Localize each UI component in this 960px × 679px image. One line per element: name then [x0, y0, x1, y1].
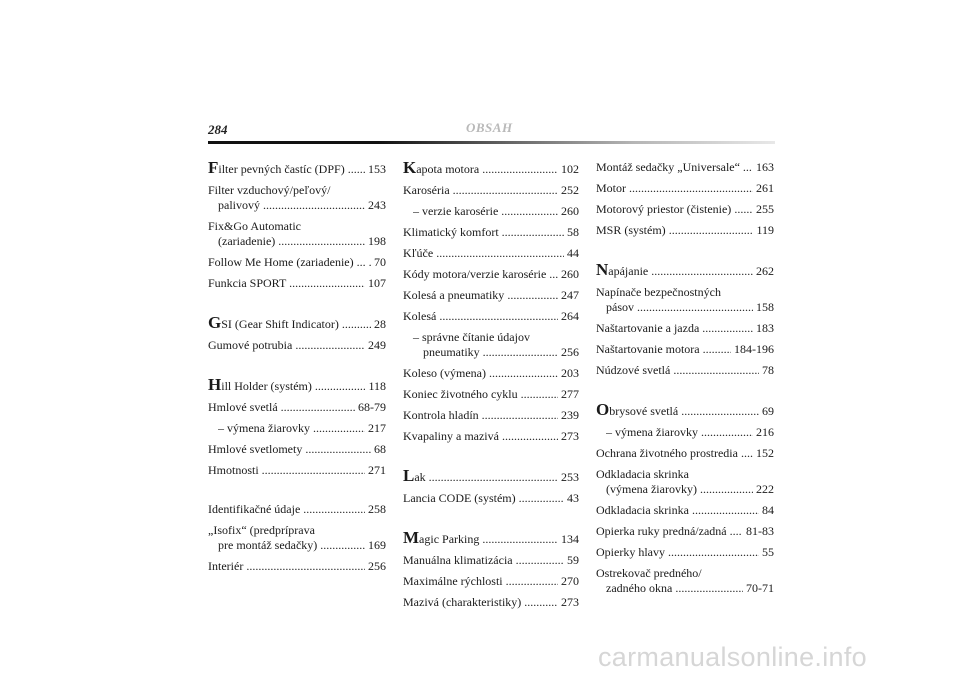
entry-term: Kolesá a pneumatiky ..... — [403, 288, 558, 303]
entry-term: Gumové potrubia ..... — [208, 338, 365, 353]
index-entry — [208, 377, 386, 394]
index-entry — [208, 338, 386, 353]
section-title: OBSAH — [466, 120, 513, 135]
section-gap — [403, 450, 579, 468]
entry-term: Filter vzduchový/peľový/ — [208, 183, 331, 197]
entry-term: Motorový priestor (čistenie) ..... — [596, 202, 753, 217]
entry-term: Kľúče ..... — [403, 246, 564, 261]
index-entry — [596, 342, 774, 357]
entry-page-ref: 58 — [567, 225, 579, 239]
entry-page-ref: 273 — [561, 429, 579, 443]
index-entry — [403, 468, 579, 485]
entry-page-ref: 256 — [561, 345, 579, 359]
entry-initial-letter: M — [403, 530, 420, 547]
entry-term: MSR (systém) ..... — [596, 223, 753, 238]
entry-second-line — [208, 538, 386, 553]
entry-term: Lancia CODE (systém) ..... — [403, 491, 564, 506]
index-entry — [403, 408, 579, 423]
entry-page-ref: 134 — [561, 532, 579, 546]
entry-page-ref: 256 — [368, 559, 386, 573]
entry-first-line — [208, 219, 386, 234]
entry-page-ref: 163 — [756, 160, 774, 174]
entry-page-ref: 253 — [561, 470, 579, 484]
entry-page-ref: 270 — [561, 574, 579, 588]
index-entry — [596, 181, 774, 196]
index-entry — [208, 255, 386, 270]
section-gap — [208, 297, 386, 315]
entry-term: Naštartovanie motora ..... — [596, 342, 731, 357]
entry-page-ref: 59 — [567, 553, 579, 567]
entry-page-ref: 43 — [567, 491, 579, 505]
entry-initial-letter: K — [403, 160, 417, 177]
entry-term-rest: brysové svetlá — [609, 404, 679, 418]
entry-term — [403, 468, 558, 485]
entry-page-ref: 28 — [374, 317, 386, 331]
section-gap — [208, 484, 386, 502]
index-entry — [596, 425, 774, 440]
entry-page-ref: 118 — [368, 379, 386, 393]
entry-term-continued: palivový ..... — [218, 198, 365, 213]
entry-term: – výmena žiarovky ..... — [606, 425, 753, 440]
index-entry — [596, 202, 774, 217]
entry-term: Ochrana životného prostredia .... ..... — [596, 446, 753, 461]
entry-term: Kolesá ..... — [403, 309, 558, 324]
index-entry — [403, 225, 579, 240]
entry-page-ref: 183 — [756, 321, 774, 335]
index-column-1 — [208, 160, 386, 580]
entry-term: Opierka ruky predná/zadná .... ..... — [596, 524, 743, 539]
entry-page-ref: 273 — [561, 595, 579, 609]
entry-page-ref: 249 — [368, 338, 386, 352]
entry-second-line — [596, 581, 774, 596]
entry-page-ref: 271 — [368, 463, 386, 477]
entry-initial-letter: O — [596, 402, 610, 419]
entry-second-line — [208, 234, 386, 249]
entry-page-ref: 247 — [561, 288, 579, 302]
index-entry — [596, 160, 774, 175]
entry-term: Manuálna klimatizácia ..... — [403, 553, 564, 568]
entry-page-ref: 68-79 — [358, 400, 386, 414]
entry-term-rest: apájanie — [608, 264, 649, 278]
entry-term: – správne čítanie údajov — [413, 330, 530, 344]
entry-first-line — [596, 566, 774, 581]
index-entry — [208, 442, 386, 457]
index-entry — [403, 574, 579, 589]
entry-page-ref: 261 — [756, 181, 774, 195]
index-entry — [596, 566, 774, 596]
index-entry — [596, 545, 774, 560]
index-entry — [596, 285, 774, 315]
index-entry — [596, 402, 774, 419]
entry-term: Mazivá (charakteristiky) ..... — [403, 595, 558, 610]
index-entry — [403, 595, 579, 610]
index-entry — [208, 421, 386, 436]
entry-page-ref: 277 — [561, 387, 579, 401]
entry-term: Fix&Go Automatic — [208, 219, 301, 233]
index-column-2 — [403, 160, 579, 616]
entry-first-line — [208, 183, 386, 198]
entry-term: Koleso (výmena) ..... — [403, 366, 558, 381]
entry-page-ref: 264 — [561, 309, 579, 323]
entry-page-ref: 243 — [368, 198, 386, 212]
entry-term — [208, 377, 365, 394]
entry-page-ref: 119 — [756, 223, 774, 237]
entry-term: Kódy motora/verzie karosérie ... ..... — [403, 267, 558, 282]
entry-term-rest: ak — [414, 470, 426, 484]
entry-term: Naštartovanie a jazda ..... — [596, 321, 753, 336]
index-entry — [596, 467, 774, 497]
entry-term-continued: pneumatiky ..... — [423, 345, 558, 360]
watermark: carmanualsonline.info — [598, 642, 867, 672]
entry-term: Hmotnosti ..... — [208, 463, 365, 478]
index-entry — [403, 330, 579, 360]
entry-page-ref: 70 — [374, 255, 386, 269]
index-entry — [208, 559, 386, 574]
entry-term-rest: apota motora — [416, 162, 480, 176]
entry-second-line — [208, 198, 386, 213]
index-entry — [208, 219, 386, 249]
index-entry — [208, 400, 386, 415]
entry-page-ref: 262 — [756, 264, 774, 278]
entry-term: Hmlové svetlá ..... — [208, 400, 355, 415]
index-entry — [208, 502, 386, 517]
entry-term-rest: SI (Gear Shift Indicator) — [221, 317, 339, 331]
entry-term: Identifikačné údaje ..... — [208, 502, 365, 517]
index-entry — [208, 276, 386, 291]
index-entry — [403, 553, 579, 568]
entry-page-ref: 184-196 — [734, 342, 774, 356]
entry-term: Núdzové svetlá ..... — [596, 363, 759, 378]
entry-initial-letter: L — [403, 468, 415, 485]
entry-page-ref: 258 — [368, 502, 386, 516]
entry-term-continued: pre montáž sedačky) ..... — [218, 538, 365, 553]
entry-term: – verzie karosérie ..... — [413, 204, 558, 219]
entry-term: Odkladacia skrinka ..... — [596, 503, 759, 518]
entry-term: Odkladacia skrinka — [596, 467, 689, 481]
entry-term — [208, 315, 371, 332]
entry-page-ref: 84 — [762, 503, 774, 517]
entry-term: „Isofix“ (predpríprava — [208, 523, 315, 537]
entry-page-ref: 70-71 — [746, 581, 774, 595]
entry-term: Hmlové svetlomety ..... — [208, 442, 371, 457]
index-entry — [208, 160, 386, 177]
index-entry — [403, 491, 579, 506]
section-gap — [403, 512, 579, 530]
index-entry — [596, 524, 774, 539]
index-entry — [596, 262, 774, 279]
entry-page-ref: 203 — [561, 366, 579, 380]
section-gap — [596, 384, 774, 402]
index-entry — [596, 503, 774, 518]
index-entry — [208, 523, 386, 553]
entry-page-ref: 255 — [756, 202, 774, 216]
entry-term: Ostrekovač predného/ — [596, 566, 702, 580]
entry-page-ref: 217 — [368, 421, 386, 435]
index-entry — [403, 267, 579, 282]
entry-term: Interiér ..... — [208, 559, 365, 574]
entry-initial-letter: F — [208, 160, 219, 177]
entry-first-line — [413, 330, 579, 345]
entry-page-ref: 239 — [561, 408, 579, 422]
entry-first-line — [596, 467, 774, 482]
entry-second-line — [596, 482, 774, 497]
section-gap — [208, 359, 386, 377]
entry-page-ref: 68 — [374, 442, 386, 456]
entry-page-ref: 152 — [756, 446, 774, 460]
entry-term: Opierky hlavy ..... — [596, 545, 759, 560]
index-column-3 — [596, 160, 774, 602]
index-entry — [208, 183, 386, 213]
entry-initial-letter: N — [596, 262, 609, 279]
entry-page-ref: 158 — [756, 300, 774, 314]
entry-initial-letter: H — [208, 377, 222, 394]
header-rule — [208, 141, 775, 144]
entry-term: Funkcia SPORT ..... — [208, 276, 365, 291]
index-entry — [403, 204, 579, 219]
entry-term — [596, 402, 759, 419]
section-gap — [596, 244, 774, 262]
entry-page-ref: 44 — [567, 246, 579, 260]
index-entry — [596, 363, 774, 378]
index-entry — [403, 288, 579, 303]
entry-page-ref: 107 — [368, 276, 386, 290]
entry-term: – výmena žiarovky ..... — [218, 421, 365, 436]
entry-term: Napínače bezpečnostných — [596, 285, 721, 299]
entry-page-ref: 260 — [561, 267, 579, 281]
entry-term-continued: (zariadenie) ..... — [218, 234, 365, 249]
entry-page-ref: 55 — [762, 545, 774, 559]
entry-second-line — [596, 300, 774, 315]
entry-term: Follow Me Home (zariadenie) ... ..... — [208, 255, 371, 270]
entry-second-line — [413, 345, 579, 360]
index-entry — [403, 366, 579, 381]
entry-page-ref: 153 — [368, 162, 386, 176]
entry-term: Motor ..... — [596, 181, 753, 196]
entry-page-ref: 102 — [561, 162, 579, 176]
entry-term-rest: agic Parking — [419, 532, 480, 546]
entry-term: Maximálne rýchlosti ..... — [403, 574, 558, 589]
index-entry — [596, 223, 774, 238]
entry-page-ref: 78 — [762, 363, 774, 377]
entry-term: Klimatický komfort ..... — [403, 225, 564, 240]
entry-term-rest: ill Holder (systém) — [221, 379, 312, 393]
entry-initial-letter: G — [208, 315, 222, 332]
entry-term — [596, 262, 753, 279]
index-entry — [403, 246, 579, 261]
entry-term — [403, 530, 558, 547]
index-entry — [403, 309, 579, 324]
entry-first-line — [596, 285, 774, 300]
index-entry — [403, 387, 579, 402]
entry-term: Karoséria ..... — [403, 183, 558, 198]
entry-term-continued: zadného okna ..... — [606, 581, 743, 596]
entry-term: Kvapaliny a mazivá ..... — [403, 429, 558, 444]
entry-page-ref: 216 — [756, 425, 774, 439]
entry-term-continued: (výmena žiarovky) ..... — [606, 482, 753, 497]
entry-term: Kontrola hladín ..... — [403, 408, 558, 423]
index-entry — [403, 183, 579, 198]
entry-first-line — [208, 523, 386, 538]
index-entry — [208, 463, 386, 478]
entry-term: Koniec životného cyklu ..... — [403, 387, 558, 402]
entry-page-ref: 260 — [561, 204, 579, 218]
entry-page-ref: 252 — [561, 183, 579, 197]
index-entry — [403, 160, 579, 177]
index-entry — [403, 429, 579, 444]
entry-page-ref: 69 — [762, 404, 774, 418]
entry-page-ref: 81-83 — [746, 524, 774, 538]
entry-term — [403, 160, 558, 177]
index-entry — [208, 315, 386, 332]
entry-term: Montáž sedačky „Universale“ ... ..... — [596, 160, 753, 175]
entry-term — [208, 160, 365, 177]
entry-term-continued: pásov ..... — [606, 300, 753, 315]
page-number: 284 — [208, 122, 228, 137]
entry-page-ref: 198 — [368, 234, 386, 248]
index-entry — [596, 321, 774, 336]
entry-page-ref: 222 — [756, 482, 774, 496]
index-entry — [403, 530, 579, 547]
entry-term-rest: ilter pevných častíc (DPF) — [218, 162, 345, 176]
index-entry — [596, 446, 774, 461]
entry-page-ref: 169 — [368, 538, 386, 552]
